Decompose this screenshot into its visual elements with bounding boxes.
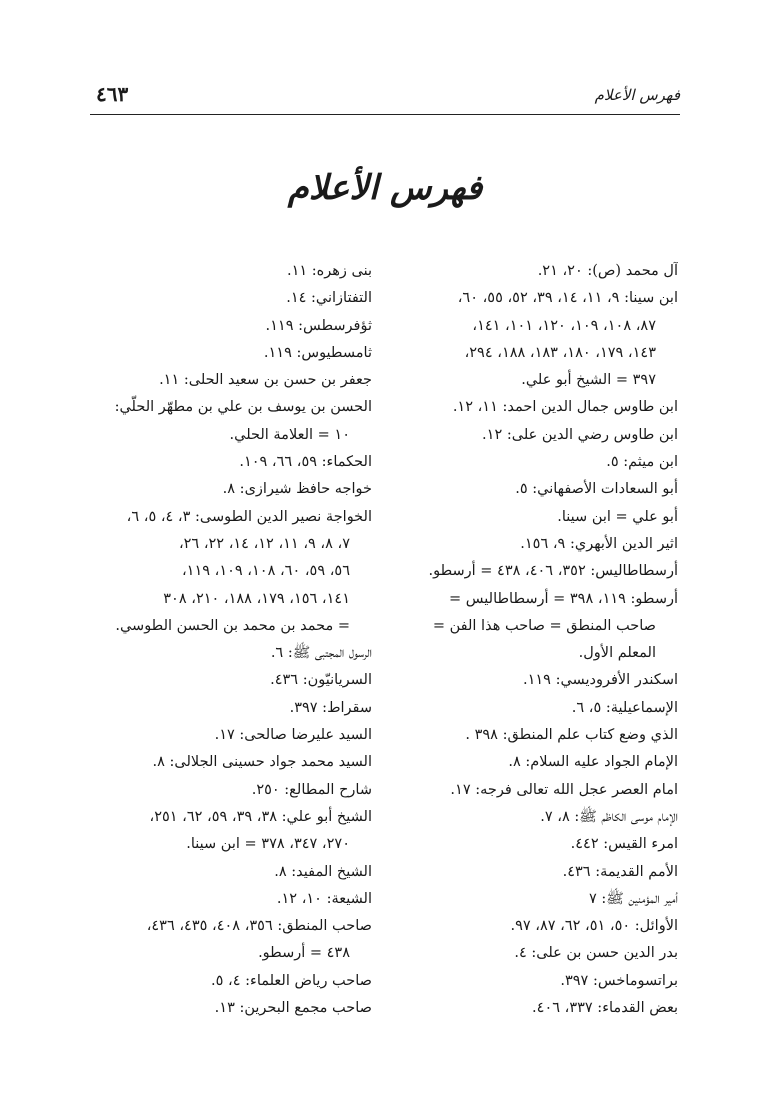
running-header [90,80,680,115]
index-entry: خواجه حافظ شيرازى: ٨. [222,481,372,498]
index-entry: السيد عليرضا صالحى: ١٧. [214,727,372,744]
index-entry: الرسول المجتبى ﷺ: ٦. [270,645,372,662]
index-entry: امام العصر عجل الله تعالى فرجه: ١٧. [450,781,678,798]
index-entry: سقراط: ٣٩٧. [289,699,372,716]
index-column-left [76,258,372,1022]
index-entry-continuation: ٥٦، ٥٩، ٦٠، ١٠٨، ١٠٩، ١١٩، [181,563,350,580]
index-entry-continuation: ٨٧، ١٠٨، ١٠٩، ١٢٠، ١٠١، ١٤١، [472,317,656,334]
index-entry: بنى زهره: ١١. [286,263,372,279]
index-entry: أمير المؤمنين ﷺ: ٧ [589,890,678,907]
index-entry: الحكماء: ٥٩، ٦٦، ١٠٩. [239,454,372,471]
page-number: ٤٦٣ [96,82,129,106]
index-entry: الأمم القديمة: ٤٣٦. [562,863,678,880]
index-entry: جعفر بن حسن بن سعيد الحلى: ١١. [159,372,372,389]
index-entry: الذي وضع كتاب علم المنطق: ٣٩٨ . [465,727,678,744]
index-entry: شارح المطالع: ٢٥٠. [251,781,372,798]
index-entry: الخواجة نصير الدين الطوسى: ٣، ٤، ٥، ٦، [126,508,372,525]
index-entry-continuation: = محمد بن محمد بن الحسن الطوسي. [115,617,350,634]
index-entry: السريانيّون: ٤٣٦. [270,672,372,689]
index-entry: ابن ميثم: ٥. [606,454,678,471]
index-entry: صاحب رياض العلماء: ٤، ٥. [211,972,372,989]
index-entry: براتسوماخس: ٣٩٧. [560,972,678,989]
index-entry: اسكندر الأفروديسي: ١١٩. [522,672,678,689]
index-entry-continuation: ٢٧٠، ٣٤٧، ٣٧٨ = ابن سينا. [186,836,350,853]
index-entry: الإمام موسى الكاظم ﷺ: ٨، ٧. [540,808,678,825]
index-entry-continuation: ١٤٣، ١٧٩، ١٨٠، ١٨٣، ١٨٨، ٢٩٤، [464,344,656,361]
index-entry: ابن طاوس جمال الدين احمد: ١١، ١٢. [452,399,678,416]
index-entry: أبو علي = ابن سينا. [557,508,678,525]
index-entry: الإمام الجواد عليه السلام: ٨. [508,754,678,771]
index-entry: اثير الدين الأبهري: ٩، ١٥٦. [520,535,678,552]
index-column-right [378,258,678,1022]
index-entry: صاحب المنطق: ٣٥٦، ٤٠٨، ٤٣٥، ٤٣٦، [146,918,372,935]
index-entry: السيد محمد جواد حسينى الجلالى: ٨. [152,754,372,771]
index-entry-continuation: صاحب المنطق = صاحب هذا الفن = [432,617,656,634]
index-entry: آل محمد (ص): ٢٠، ٢١. [537,263,678,279]
page-title: فهرس الأعلام [287,168,483,208]
index-entry: ابن سينا: ٩، ١١، ١٤، ٣٩، ٥٢، ٥٥، ٦٠، [457,290,678,307]
index-entry: الشيخ المفيد: ٨. [274,863,372,880]
index-entry-continuation: ١٠ = العلامة الحلي. [229,426,350,443]
index-entry: صاحب مجمع البحرين: ١٣. [214,1000,372,1017]
index-entry: التفتازاني: ١٤. [286,290,372,307]
index-entry: الأوائل: ٥٠، ٥١، ٦٢، ٨٧، ٩٧. [510,918,678,935]
index-entry: ثؤفرسطس: ١١٩. [265,317,372,334]
index-entry: ثامسطيوس: ١١٩. [263,344,372,361]
index-entry: أرسطاطاليس: ٣٥٢، ٤٠٦، ٤٣٨ = أرسطو. [428,563,678,580]
index-entry-continuation: ١٤١، ١٥٦، ١٧٩، ١٨٨، ٢١٠، ٣٠٨ [163,590,350,607]
index-entry: الشيخ أبو علي: ٣٨، ٣٩، ٥٩، ٦٢، ٢٥١، [149,808,372,825]
index-entry: الحسن بن يوسف بن علي بن مطهّر الحلّي: [114,399,372,416]
index-entry-continuation: ٤٣٨ = أرسطو. [258,945,350,962]
index-entry: بدر الدين حسن بن على: ٤. [514,945,678,962]
index-entry-continuation: ٣٩٧ = الشيخ أبو علي. [521,372,656,389]
index-entry: الشيعة: ١٠، ١٢. [276,890,372,907]
index-entry: امرء القيس: ٤٤٢. [570,836,678,853]
index-entry-continuation: ٧، ٨، ٩، ١١، ١٢، ١٤، ٢٢، ٢٦، [178,535,350,552]
index-entry: الإسماعيلية: ٥، ٦. [571,699,678,716]
index-entry: بعض القدماء: ٣٣٧، ٤٠٦. [532,1000,678,1017]
index-entry: أبو السعادات الأصفهاني: ٥. [515,481,678,498]
index-entry: أرسطو: ١١٩، ٣٩٨ = أرسطاطاليس = [449,590,678,607]
running-title: فهرس الأعلام [594,86,680,104]
index-entry-continuation: المعلم الأول. [578,645,656,662]
index-entry: ابن طاوس رضي الدين على: ١٢. [482,426,678,443]
